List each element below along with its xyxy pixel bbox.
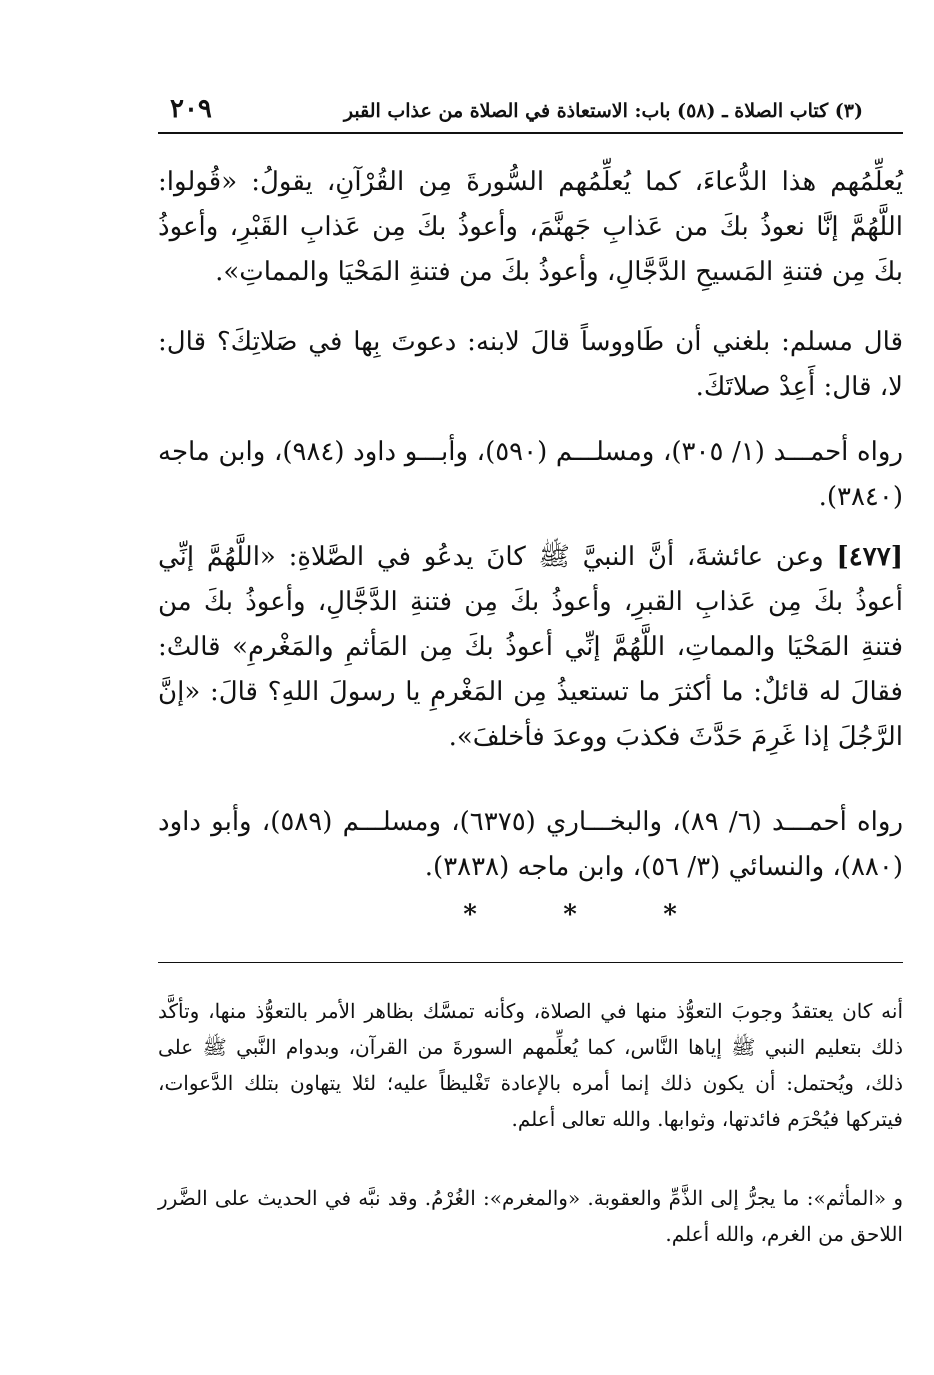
body-block-4 [158,535,903,760]
hadith-number: [٤٧٧] [836,542,903,572]
separator-star: * [563,900,577,930]
section-separator [420,900,720,940]
footnote-block-2 [158,1180,903,1252]
body-block-1 [158,160,903,295]
running-title: (٣) كتاب الصلاة ـ (٥٨) باب: الاستعاذة في الصلاة من عذاب القبر [343,100,863,122]
body-block-3 [158,430,903,520]
separator-star: * [663,900,677,930]
page-number: ٢٠٩ [170,94,212,124]
paragraph-hadith-477 [158,535,903,760]
page-header [158,92,903,134]
paragraph-takhrij-2: رواه أحمـــد (٦/ ٨٩)، والبخـــاري (٦٣٧٥)، ومسلـــم (٥٨٩)، وأبو داود (٨٨٠)، والنسائي (٣/ ٥٦)، وابن ماجه (٣٨٣٨). [158,807,904,882]
paragraph-muslim-note: قال مسلم: بلغني أن طَاووساً قالَ لابنه: دعوتَ بِها في صَلاتِكَ؟ قال: لا، قال: أَعِدْ صلاتَكَ. [158,327,903,402]
footnote-paragraph: أنه كان يعتقدُ وجوبَ التعوُّذ منها في الصلاة، وكأنه تمسَّك بظاهر الأمر بالتعوُّذ منها، وتأكَّد ذلك بتعليم النبي ﷺ إياها النَّاس، كما يُعلِّمهم السورةَ من القرآن، وبدوام النَّبي ﷺ على ذلك، ويُحتمل: أن يكون ذلك إنما أمره بالإعادة تَغْليظاً عليه؛ لئلا يتهاون بتلك الدَّعوات، فيتركها فيُحْرَم فائدتها، وثوابها. والله تعالى أعلم. [158,999,904,1131]
footnote-paragraph: و «المأثم»: ما يجرُّ إلى الذَّمِّ والعقوبة. «والمغرم»: الغُرْمُ. وقد نبَّه في الحديث على الضَّرر اللاحق من الغرم، والله أعلم. [158,1186,903,1246]
paragraph-takhrij-1: رواه أحمـــد (١/ ٣٠٥)، ومسلـــم (٥٩٠)، وأبـــو داود (٩٨٤)، وابن ماجه (٣٨٤٠). [158,437,903,512]
separator-star: * [463,900,477,930]
footnote-block-1 [158,993,903,1137]
hadith-text: وعن عائشةَ، أنَّ النبيَّ ﷺ كانَ يدعُو في الصَّلاةِ: «اللَّهُمَّ إنِّي أعوذُ بكَ مِن عَذابِ القبرِ، وأعوذُ بكَ مِن فتنةِ الدَّجَّالِ، وأعوذُ بكَ من فتنةِ المَحْيَا والمماتِ، اللَّهُمَّ إنِّي أعوذُ بكَ مِن المَأثمِ والمَغْرمِ» قالتْ: فقالَ له قائلٌ: ما أكثرَ ما تستعيذُ مِن المَغْرمِ يا رسولَ اللهِ؟ قالَ: «إنَّ الرَّجُلَ إذا غَرِمَ حَدَّثَ فكذبَ ووعدَ فأخلفَ». [158,542,903,752]
body-block-5 [158,800,903,890]
paragraph-prayer: يُعلِّمُهم هذا الدُّعاءَ، كما يُعلِّمُهم السُّورةَ مِن القُرْآنِ، يقولُ: «قُولوا: اللَّهُمَّ إنَّا نعوذُ بكَ من عَذابِ جَهنَّمَ، وأعوذُ بكَ مِن عَذابِ القَبْرِ، وأعوذُ بكَ مِن فتنةِ المَسيحِ الدَّجَّالِ، وأعوذُ بكَ من فتنةِ المَحْيَا والمماتِ». [158,167,903,287]
footnote-divider [158,962,903,963]
body-block-2 [158,320,903,410]
